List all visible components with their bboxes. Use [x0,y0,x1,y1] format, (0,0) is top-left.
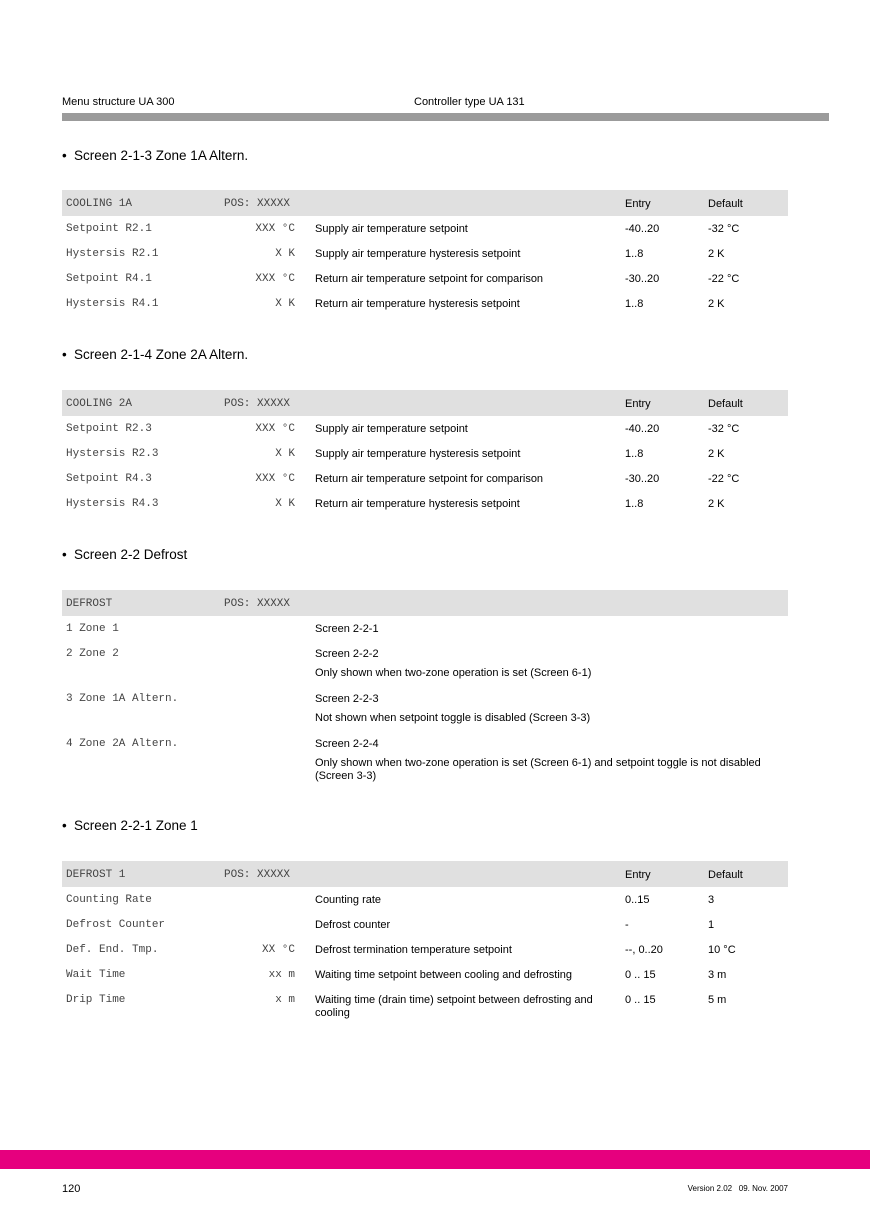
table-header [62,590,788,616]
bullet-icon: • [62,148,67,163]
param-unit: x m [275,994,295,1006]
section-title-text: Screen 2-2-1 Zone 1 [74,818,198,833]
default-header: Default [708,198,743,210]
menu-item-screen: Screen 2-2-3 [315,693,379,705]
param-entry: 0 .. 15 [625,969,656,981]
param-entry: 0..15 [625,894,650,906]
param-description: Return air temperature setpoint for comparison [315,473,544,485]
param-description: Waiting time setpoint between cooling and defrosting [315,969,573,981]
param-name: Hystersis R4.1 [66,298,159,310]
entry-header: Entry [625,869,651,881]
param-entry: --, 0..20 [625,944,663,956]
param-entry: -30..20 [625,273,660,285]
param-description: Counting rate [315,894,382,906]
table-row [62,962,788,987]
header-menu-structure: Menu structure UA 300 [62,96,175,108]
table-defrost-1 [62,861,788,1025]
screen-name: DEFROST [66,598,113,610]
param-description: Defrost counter [315,919,391,931]
table-row [62,241,788,266]
param-default: 3 [708,894,715,906]
screen-name: DEFROST 1 [66,869,126,881]
param-entry: -30..20 [625,473,660,485]
header-controller-type: Controller type UA 131 [414,96,525,108]
table-row [62,912,788,937]
param-default: 1 [708,919,715,931]
menu-item-description [315,648,785,680]
section-title-text: Screen 2-2 Defrost [74,547,188,562]
table-row [62,641,788,686]
footer-accent-bar [0,1150,870,1169]
table-row [62,266,788,291]
param-entry: - [625,919,629,931]
pos-label: POS: XXXXX [224,198,291,210]
param-name: Drip Time [66,994,126,1006]
param-unit: XXX °C [255,273,295,285]
param-entry: -40..20 [625,423,660,435]
menu-item-description: Screen 2-2-1 [315,623,379,635]
param-entry: 1..8 [625,448,644,460]
section-title-text: Screen 2-1-3 Zone 1A Altern. [74,148,249,163]
table-row [62,887,788,912]
section-title [62,148,248,163]
section-title [62,547,187,562]
param-unit: XX °C [261,944,295,956]
param-unit: XXX °C [255,423,295,435]
version-info: Version 2.02 09. Nov. 2007 [687,1184,788,1193]
param-description: Supply air temperature setpoint [315,223,468,235]
table-row [62,616,788,641]
page-number: 120 [62,1183,81,1195]
param-default: 2 K [708,248,725,260]
table-row [62,441,788,466]
pos-label: POS: XXXXX [224,869,291,881]
param-name: Setpoint R2.1 [66,223,152,235]
param-default: 2 K [708,498,725,510]
table-defrost [62,590,788,789]
entry-header: Entry [625,398,651,410]
table-row [62,416,788,441]
section-title [62,347,248,362]
param-default: 2 K [708,298,725,310]
screen-name: COOLING 2A [66,398,133,410]
param-default: 2 K [708,448,725,460]
table-row [62,731,788,789]
entry-header: Entry [625,198,651,210]
table-row [62,491,788,516]
param-name: Defrost Counter [66,919,166,931]
param-entry: 1..8 [625,498,644,510]
param-unit: XXX °C [255,473,295,485]
param-unit: XXX °C [255,223,295,235]
param-unit: X K [275,248,295,260]
menu-item-name: 1 Zone 1 [66,623,119,635]
menu-item-description [315,738,785,783]
param-default: -22 °C [708,473,740,485]
bullet-icon: • [62,547,67,562]
param-unit: X K [275,298,295,310]
table-header [62,390,788,416]
default-header: Default [708,398,743,410]
menu-item-name: 4 Zone 2A Altern. [66,738,179,750]
screen-name: COOLING 1A [66,198,133,210]
table-cooling-1a [62,190,788,316]
table-row [62,216,788,241]
param-name: Hystersis R4.3 [66,498,159,510]
param-entry: 1..8 [625,248,644,260]
param-description: Supply air temperature setpoint [315,423,468,435]
param-default: 5 m [708,994,727,1006]
bullet-icon: • [62,818,67,833]
param-description: Defrost termination temperature setpoint [315,944,512,956]
table-header [62,861,788,887]
menu-item-screen: Screen 2-2-2 [315,648,379,660]
param-name: Def. End. Tmp. [66,944,159,956]
param-entry: 1..8 [625,298,644,310]
param-name: Setpoint R4.1 [66,273,152,285]
header-divider [62,113,829,121]
param-description: Return air temperature hysteresis setpoint [315,498,520,510]
table-row [62,291,788,316]
table-row [62,466,788,491]
param-entry: -40..20 [625,223,660,235]
param-default: 3 m [708,969,727,981]
param-name: Setpoint R2.3 [66,423,152,435]
section-title [62,818,198,833]
param-name: Hystersis R2.1 [66,248,159,260]
param-entry: 0 .. 15 [625,994,656,1006]
param-description: Supply air temperature hysteresis setpoint [315,248,521,260]
param-default: 10 °C [708,944,736,956]
bullet-icon: • [62,347,67,362]
pos-label: POS: XXXXX [224,398,291,410]
menu-item-screen: Screen 2-2-4 [315,738,379,750]
param-description: Return air temperature setpoint for comparison [315,273,544,285]
menu-item-name: 3 Zone 1A Altern. [66,693,179,705]
menu-item-note: Only shown when two-zone operation is set (Screen 6-1) [315,667,592,679]
table-row [62,937,788,962]
param-description: Return air temperature hysteresis setpoint [315,298,520,310]
pos-label: POS: XXXXX [224,598,291,610]
param-default: -32 °C [708,223,740,235]
param-name: Hystersis R2.3 [66,448,159,460]
section-title-text: Screen 2-1-4 Zone 2A Altern. [74,347,249,362]
param-unit: X K [275,448,295,460]
param-default: -32 °C [708,423,740,435]
param-default: -22 °C [708,273,740,285]
param-description: Waiting time (drain time) setpoint between defrosting and cooling [315,994,593,1019]
default-header: Default [708,869,743,881]
param-name: Wait Time [66,969,126,981]
table-header [62,190,788,216]
param-unit: xx m [268,969,295,981]
param-name: Counting Rate [66,894,152,906]
param-name: Setpoint R4.3 [66,473,152,485]
menu-item-description [315,693,785,725]
menu-item-note: Only shown when two-zone operation is set (Screen 6-1) and setpoint toggle is not disabled (Screen 3-3) [315,757,761,782]
table-row [62,686,788,731]
table-cooling-2a [62,390,788,516]
menu-item-name: 2 Zone 2 [66,648,119,660]
menu-item-note: Not shown when setpoint toggle is disabled (Screen 3-3) [315,712,591,724]
param-unit: X K [275,498,295,510]
param-description: Supply air temperature hysteresis setpoint [315,448,521,460]
table-row [62,987,788,1025]
